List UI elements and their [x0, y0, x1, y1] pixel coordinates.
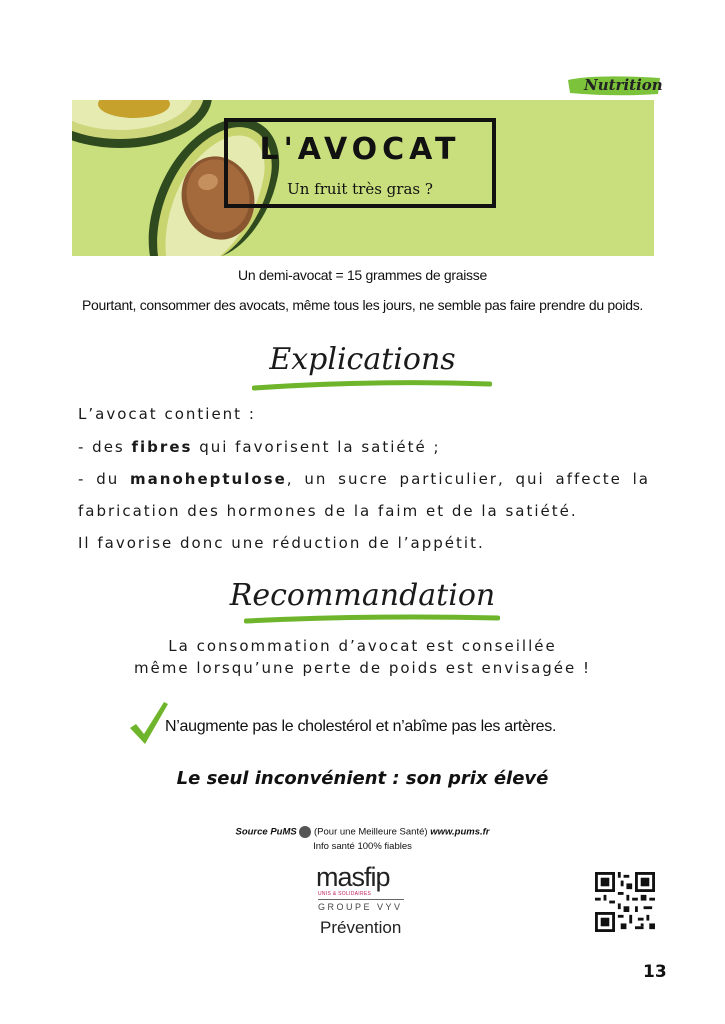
- info-line: Info santé 100% fiables: [313, 841, 412, 852]
- recommandation-line-2: même lorsqu’une perte de poids est envisagée !: [133, 659, 592, 677]
- recommandation-heading: Recommandation: [229, 578, 496, 613]
- explications-lead: L’avocat contient :: [78, 405, 256, 423]
- section-tag: [566, 72, 662, 98]
- masfip-logo-sub: UNIS & SOLIDAIRES: [318, 891, 372, 897]
- source-line: [0, 826, 725, 838]
- item-keyword: fibres: [131, 438, 193, 456]
- section-tag-label: Nutrition: [584, 76, 663, 94]
- recommandation-line-1: La consommation d’avocat est conseillée: [168, 637, 557, 655]
- source-url: www.pums.fr: [430, 826, 490, 838]
- page-number: 13: [643, 962, 667, 982]
- explications-heading: Explications: [269, 342, 456, 377]
- intro-line-2: Pourtant, consommer des avocats, même tous les jours, ne semble pas faire prendre du poids.: [82, 297, 643, 313]
- page-title: L'AVOCAT: [259, 132, 461, 167]
- explications-conclusion: Il favorise donc une réduction de l’appétit.: [78, 534, 485, 552]
- recommandation-underline: [244, 612, 500, 626]
- masfip-logo-name: masfip: [316, 862, 390, 892]
- qr-code-icon: [595, 872, 655, 932]
- source-paren: (Pour une Meilleure Santé): [314, 826, 428, 838]
- intro-line-1: Un demi-avocat = 15 grammes de graisse: [238, 267, 487, 283]
- logo-divider: [318, 899, 404, 900]
- pums-logo-icon: [299, 826, 311, 838]
- groupe-vyv-label: GROUPE VYV: [318, 902, 403, 912]
- explications-item-continuation: fabrication des hormones de la faim et de la satiété.: [78, 502, 578, 520]
- title-box: [224, 118, 496, 208]
- item-suffix: qui favorisent la satiété ;: [192, 438, 441, 456]
- explications-item-manoheptulose: [78, 470, 650, 488]
- item-keyword: manoheptulose: [130, 470, 287, 488]
- checkmark-icon: [128, 700, 168, 746]
- drawback-text: Le seul inconvénient : son prix élevé: [176, 768, 549, 789]
- source-label: Source PuMS: [235, 826, 297, 838]
- item-prefix: - des: [78, 438, 132, 456]
- page-subtitle: Un fruit très gras ?: [287, 180, 433, 198]
- benefit-text: N’augmente pas le cholestérol et n’abîme pas les artères.: [165, 718, 557, 735]
- explications-item-fibres: [78, 438, 650, 456]
- item-suffix: , un sucre particulier, qui affecte la: [286, 470, 650, 488]
- prevention-label: Prévention: [320, 918, 402, 937]
- explications-underline: [252, 378, 492, 392]
- item-prefix: - du: [78, 470, 131, 488]
